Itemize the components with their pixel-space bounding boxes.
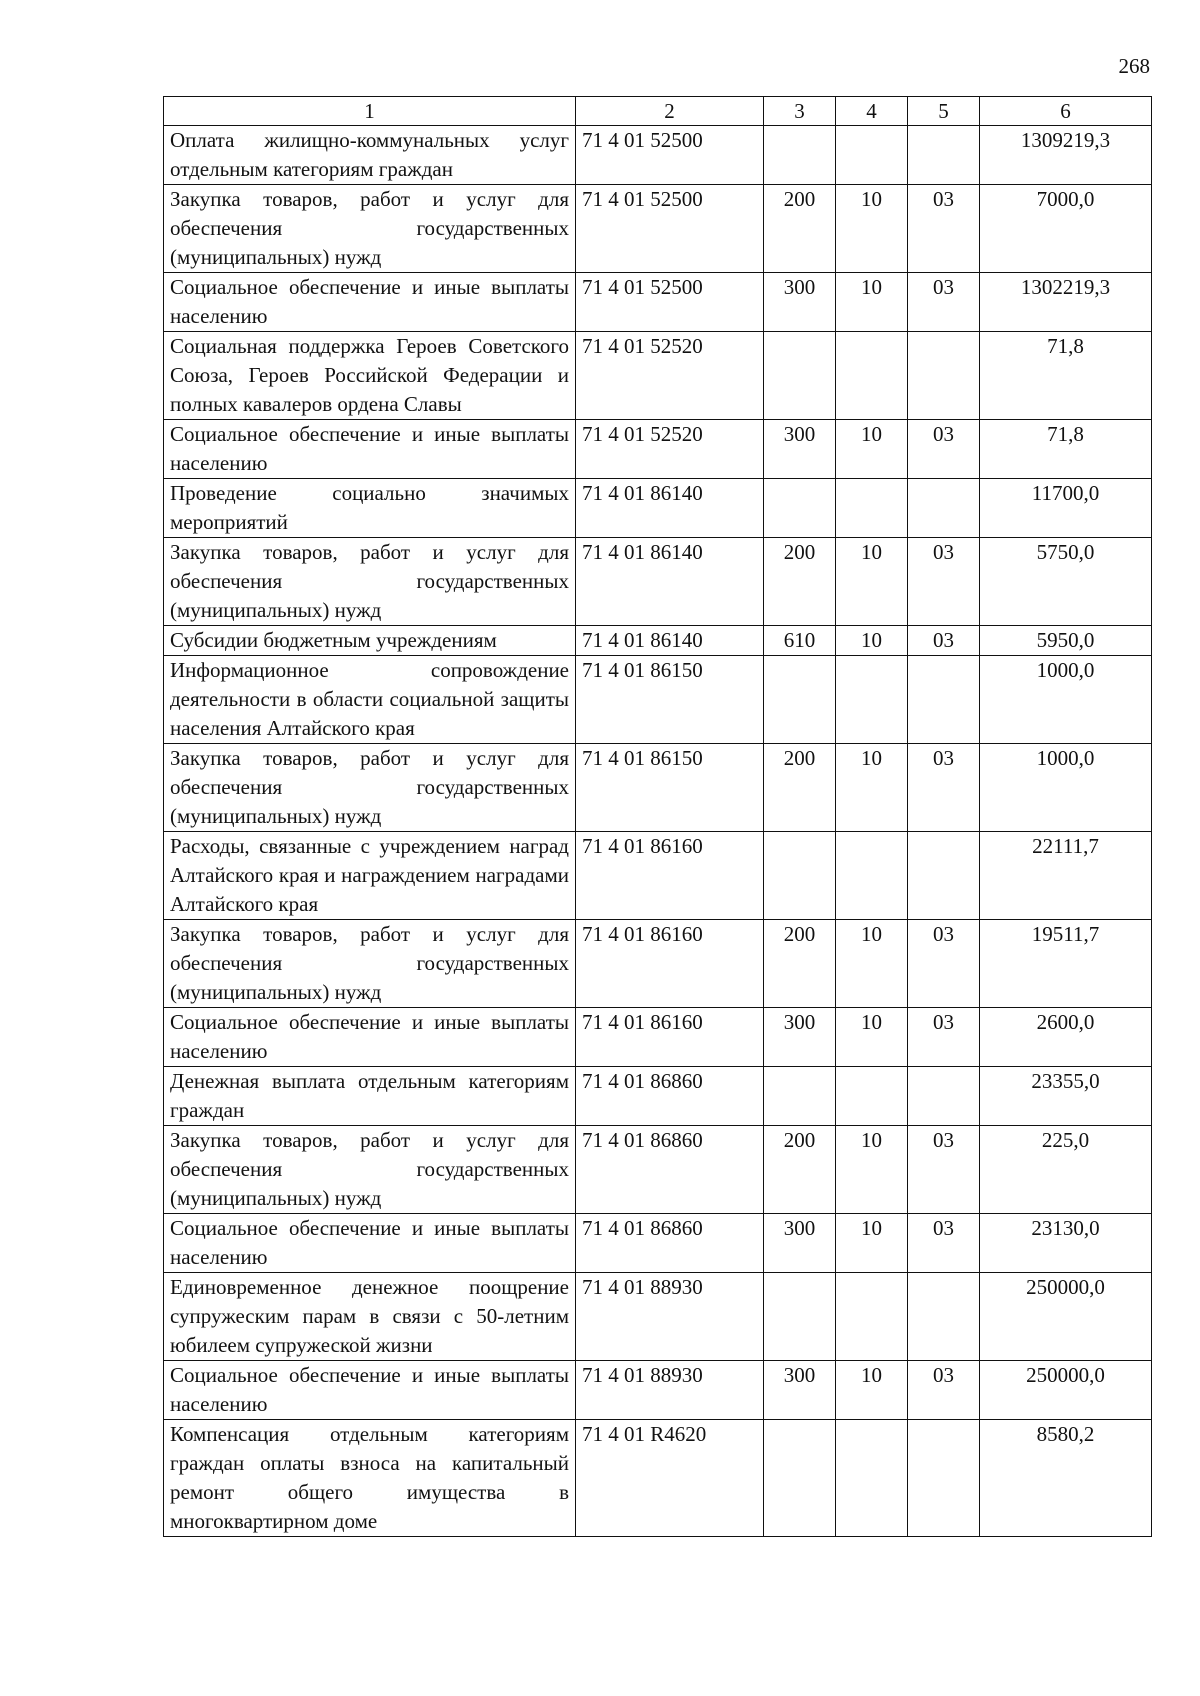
table-row [164,1008,1152,1067]
row-subsection: 03 [908,420,980,479]
row-description: Социальное обеспечение и иные выплаты населению [164,1214,576,1273]
row-amount: 1309219,3 [980,126,1152,185]
row-section [836,332,908,420]
row-description: Социальное обеспечение и иные выплаты населению [164,1008,576,1067]
row-target-code: 71 4 01 52520 [576,332,764,420]
row-expense-type [764,832,836,920]
column-header: 5 [908,97,980,126]
row-amount: 19511,7 [980,920,1152,1008]
row-section: 10 [836,420,908,479]
row-target-code: 71 4 01 86160 [576,832,764,920]
table-row [164,626,1152,656]
row-subsection: 03 [908,1008,980,1067]
row-subsection [908,332,980,420]
table-row [164,273,1152,332]
row-amount: 225,0 [980,1126,1152,1214]
row-target-code: 71 4 01 86150 [576,744,764,832]
row-expense-type: 200 [764,920,836,1008]
row-subsection [908,479,980,538]
row-amount: 71,8 [980,420,1152,479]
table-row [164,420,1152,479]
row-subsection: 03 [908,538,980,626]
row-section: 10 [836,1126,908,1214]
row-section [836,1067,908,1126]
table-header-row [164,97,1152,126]
row-section: 10 [836,1361,908,1420]
row-target-code: 71 4 01 88930 [576,1361,764,1420]
table-row [164,538,1152,626]
row-section: 10 [836,744,908,832]
row-target-code: 71 4 01 86140 [576,626,764,656]
row-expense-type: 300 [764,1008,836,1067]
row-amount: 250000,0 [980,1361,1152,1420]
table-row [164,479,1152,538]
row-target-code: 71 4 01 52500 [576,185,764,273]
row-target-code: 71 4 01 88930 [576,1273,764,1361]
row-expense-type: 300 [764,420,836,479]
row-amount: 71,8 [980,332,1152,420]
row-subsection: 03 [908,626,980,656]
row-expense-type [764,1273,836,1361]
row-section: 10 [836,920,908,1008]
row-section [836,1273,908,1361]
column-header: 6 [980,97,1152,126]
row-section [836,1420,908,1537]
table-row [164,832,1152,920]
row-expense-type: 300 [764,273,836,332]
row-target-code: 71 4 01 86140 [576,538,764,626]
row-section [836,479,908,538]
table-row [164,920,1152,1008]
row-amount: 7000,0 [980,185,1152,273]
row-amount: 23355,0 [980,1067,1152,1126]
row-amount: 1000,0 [980,656,1152,744]
table-body [164,126,1152,1537]
row-section: 10 [836,626,908,656]
table-row [164,744,1152,832]
row-description: Единовременное денежное поощрение супружеским парам в связи с 50-летним юбилеем супружеской жизни [164,1273,576,1361]
table-row [164,332,1152,420]
row-description: Закупка товаров, работ и услуг для обеспечения государственных (муниципальных) нужд [164,1126,576,1214]
row-description: Социальная поддержка Героев Советского Союза, Героев Российской Федерации и полных кавалеров ордена Славы [164,332,576,420]
row-target-code: 71 4 01 86160 [576,1008,764,1067]
row-amount: 8580,2 [980,1420,1152,1537]
row-description: Закупка товаров, работ и услуг для обеспечения государственных (муниципальных) нужд [164,920,576,1008]
row-target-code: 71 4 01 86150 [576,656,764,744]
table-row [164,1420,1152,1537]
row-amount: 23130,0 [980,1214,1152,1273]
row-subsection: 03 [908,1126,980,1214]
row-target-code: 71 4 01 86860 [576,1126,764,1214]
row-expense-type [764,1067,836,1126]
row-amount: 1000,0 [980,744,1152,832]
row-description: Компенсация отдельным категориям граждан оплаты взноса на капитальный ремонт общего имущества в многоквартирном доме [164,1420,576,1537]
row-description: Расходы, связанные с учреждением наград Алтайского края и награждением наградами Алтайского края [164,832,576,920]
row-amount: 1302219,3 [980,273,1152,332]
row-target-code: 71 4 01 86140 [576,479,764,538]
row-expense-type [764,1420,836,1537]
row-description: Социальное обеспечение и иные выплаты населению [164,273,576,332]
row-subsection: 03 [908,744,980,832]
row-section: 10 [836,185,908,273]
row-description: Оплата жилищно-коммунальных услуг отдельным категориям граждан [164,126,576,185]
table-row [164,1273,1152,1361]
row-target-code: 71 4 01 52520 [576,420,764,479]
row-subsection [908,656,980,744]
row-target-code: 71 4 01 86860 [576,1214,764,1273]
row-section: 10 [836,1214,908,1273]
table-row [164,1214,1152,1273]
table-row [164,656,1152,744]
row-expense-type: 200 [764,1126,836,1214]
row-amount: 5950,0 [980,626,1152,656]
column-header: 4 [836,97,908,126]
row-expense-type: 610 [764,626,836,656]
row-subsection: 03 [908,1361,980,1420]
row-section: 10 [836,538,908,626]
row-expense-type [764,126,836,185]
row-subsection [908,832,980,920]
column-header: 2 [576,97,764,126]
row-amount: 2600,0 [980,1008,1152,1067]
page-number: 268 [1118,54,1150,78]
row-description: Информационное сопровождение деятельности в области социальной защиты населения Алтайского края [164,656,576,744]
row-target-code: 71 4 01 52500 [576,126,764,185]
row-section [836,656,908,744]
row-expense-type: 200 [764,538,836,626]
row-description: Социальное обеспечение и иные выплаты населению [164,420,576,479]
row-subsection [908,126,980,185]
row-amount: 11700,0 [980,479,1152,538]
table-row [164,126,1152,185]
row-expense-type [764,656,836,744]
budget-table [163,96,1152,1537]
row-subsection [908,1420,980,1537]
row-subsection: 03 [908,920,980,1008]
row-amount: 5750,0 [980,538,1152,626]
row-description: Проведение социально значимых мероприятий [164,479,576,538]
row-section: 10 [836,1008,908,1067]
row-section [836,126,908,185]
row-description: Закупка товаров, работ и услуг для обеспечения государственных (муниципальных) нужд [164,538,576,626]
row-subsection: 03 [908,1214,980,1273]
row-description: Социальное обеспечение и иные выплаты населению [164,1361,576,1420]
row-subsection: 03 [908,185,980,273]
row-target-code: 71 4 01 86860 [576,1067,764,1126]
row-expense-type: 300 [764,1361,836,1420]
row-expense-type: 200 [764,744,836,832]
row-description: Закупка товаров, работ и услуг для обеспечения государственных (муниципальных) нужд [164,744,576,832]
row-subsection: 03 [908,273,980,332]
row-section [836,832,908,920]
column-header: 3 [764,97,836,126]
row-description: Закупка товаров, работ и услуг для обеспечения государственных (муниципальных) нужд [164,185,576,273]
row-target-code: 71 4 01 R4620 [576,1420,764,1537]
table-row [164,1361,1152,1420]
row-description: Денежная выплата отдельным категориям граждан [164,1067,576,1126]
row-description: Субсидии бюджетным учреждениям [164,626,576,656]
row-subsection [908,1067,980,1126]
row-amount: 22111,7 [980,832,1152,920]
row-section: 10 [836,273,908,332]
row-target-code: 71 4 01 52500 [576,273,764,332]
row-expense-type: 300 [764,1214,836,1273]
column-header: 1 [164,97,576,126]
table-row [164,1126,1152,1214]
row-subsection [908,1273,980,1361]
table-row [164,185,1152,273]
row-expense-type: 200 [764,185,836,273]
row-expense-type [764,332,836,420]
row-expense-type [764,479,836,538]
row-target-code: 71 4 01 86160 [576,920,764,1008]
table-row [164,1067,1152,1126]
row-amount: 250000,0 [980,1273,1152,1361]
